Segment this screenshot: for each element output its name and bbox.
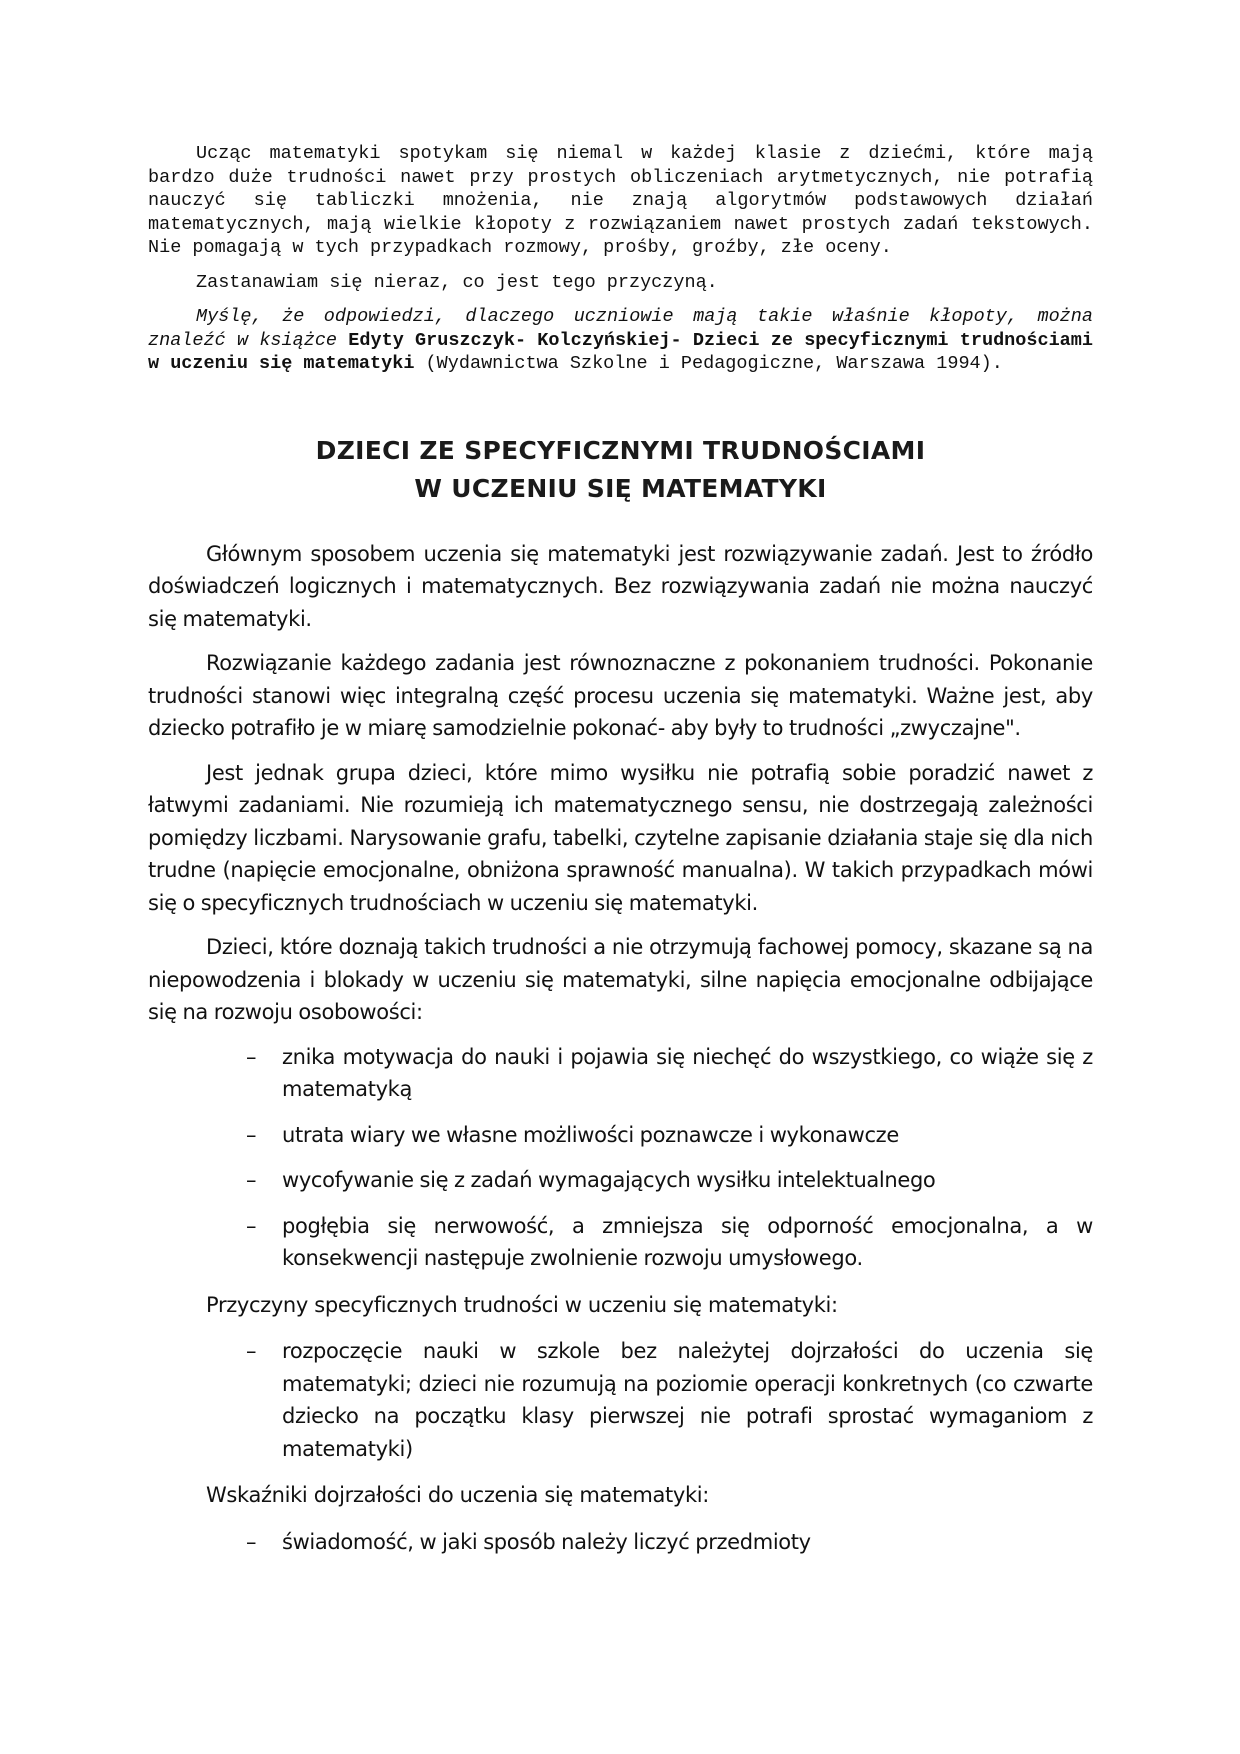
list-item bbox=[246, 1335, 1093, 1465]
list-item bbox=[246, 1526, 1093, 1559]
list-item bbox=[246, 1041, 1093, 1106]
dash-bullet: – bbox=[246, 1339, 257, 1363]
body-paragraph-4: Dzieci, które doznają takich trudności a nie otrzymują fachowej pomocy, skazane są na niepowodzenia i blokady w uczeniu się matematyki, silne napięcia emocjonalne odbijające się na rozwoju osobowości: bbox=[148, 935, 1093, 1024]
document-title-line-2: W UCZENIU SIĘ MATEMATYKI bbox=[414, 473, 827, 503]
list-item bbox=[246, 1164, 1093, 1197]
causes-list bbox=[148, 1335, 1093, 1465]
list-item-text: znika motywacja do nauki i pojawia się niechęć do wszystkiego, co wiąże się z matematyką bbox=[282, 1044, 1093, 1101]
indicators-list bbox=[148, 1526, 1093, 1559]
list-item bbox=[246, 1210, 1093, 1275]
causes-heading: Przyczyny specyficznych trudności w uczeniu się matematyki: bbox=[206, 1292, 838, 1317]
dash-bullet: – bbox=[246, 1044, 257, 1069]
indicators-heading: Wskaźniki dojrzałości do uczenia się matematyki: bbox=[206, 1483, 710, 1507]
dash-bullet: – bbox=[246, 1213, 257, 1238]
publisher-reference: (Wydawnictwa Szkolne i Pedagogiczne, Warszawa 1994). bbox=[414, 353, 1003, 374]
list-item-text: wycofywanie się z zadań wymagających wysiłku intelektualnego bbox=[282, 1168, 936, 1192]
intro-paragraph-3 bbox=[148, 305, 1093, 376]
document-title bbox=[148, 432, 1093, 508]
intro-paragraph-1: Ucząc matematyki spotykam się niemal w każdej klasie z dziećmi, które mają bardzo duże trudności nawet przy prostych obliczeniach arytmetycznych, nie potrafią nauczyć się tabliczki mnożenia, nie znają algorytmów podstawowych działań matematycznych, mają wielkie kłopoty z rozwiązaniem nawet prostych zadań tekstowych. Nie pomagają w tych przypadkach rozmowy, prośby, groźby, złe oceny. bbox=[148, 143, 1093, 258]
document-title-line-1: DZIECI ZE SPECYFICZNYMI TRUDNOŚCIAMI bbox=[315, 435, 926, 465]
list-item bbox=[246, 1119, 1093, 1152]
dash-bullet: – bbox=[246, 1122, 257, 1147]
list-item-text: świadomość, w jaki sposób należy liczyć przedmioty bbox=[282, 1529, 811, 1554]
dash-bullet: – bbox=[246, 1168, 257, 1192]
dash-bullet: – bbox=[246, 1529, 257, 1554]
intro-paragraph-2: Zastanawiam się nieraz, co jest tego przyczyną. bbox=[196, 271, 718, 293]
document-page bbox=[148, 142, 1093, 1572]
book-reference: Edyty Gruszczyk- Kolczyńskiej- Dzieci ze specyficznymi trudnościami w uczeniu się matematyki bbox=[148, 329, 1093, 374]
body-paragraph-1: Głównym sposobem uczenia się matematyki jest rozwiązywanie zadań. Jest to źródło doświadczeń logicznych i matematycznych. Bez rozwiązywania zadań nie można nauczyć się matematyki. bbox=[148, 541, 1093, 631]
body-paragraph-2: Rozwiązanie każdego zadania jest równoznaczne z pokonaniem trudności. Pokonanie trudności stanowi więc integralną część procesu uczenia się matematyki. Ważne jest, aby dziecko potrafiło je w miarę samodzielnie pokonać- aby były to trudności „zwyczajne". bbox=[148, 651, 1093, 740]
consequences-list bbox=[148, 1041, 1093, 1275]
intro-paragraph-3-start: Myślę, że odpowiedzi, dlaczego uczniowie mają takie właśnie kłopoty, można znaleźć w książce bbox=[148, 306, 1093, 351]
list-item-text: utrata wiary we własne możliwości poznawcze i wykonawcze bbox=[282, 1122, 899, 1147]
list-item-text: pogłębia się nerwowość, a zmniejsza się odporność emocjonalna, a w konsekwencji następuje zwolnienie rozwoju umysłowego. bbox=[282, 1213, 1093, 1270]
body-paragraph-3: Jest jednak grupa dzieci, które mimo wysiłku nie potrafią sobie poradzić nawet z łatwymi zadaniami. Nie rozumieją ich matematycznego sensu, nie dostrzegają zależności pomiędzy liczbami. Narysowanie grafu, tabelki, czytelne zapisanie działania staje się dla nich trudne (napięcie emocjonalne, obniżona sprawność manualna). W takich przypadkach mówi się o specyficznych trudnościach w uczeniu się matematyki. bbox=[148, 760, 1093, 915]
list-item-text: rozpoczęcie nauki w szkole bez należytej dojrzałości do uczenia się matematyki; dzieci nie rozumują na poziomie operacji konkretnych (co czwarte dziecko na początku klasy pierwszej nie potrafi sprostać wymaganiom z matematyki) bbox=[282, 1339, 1093, 1461]
